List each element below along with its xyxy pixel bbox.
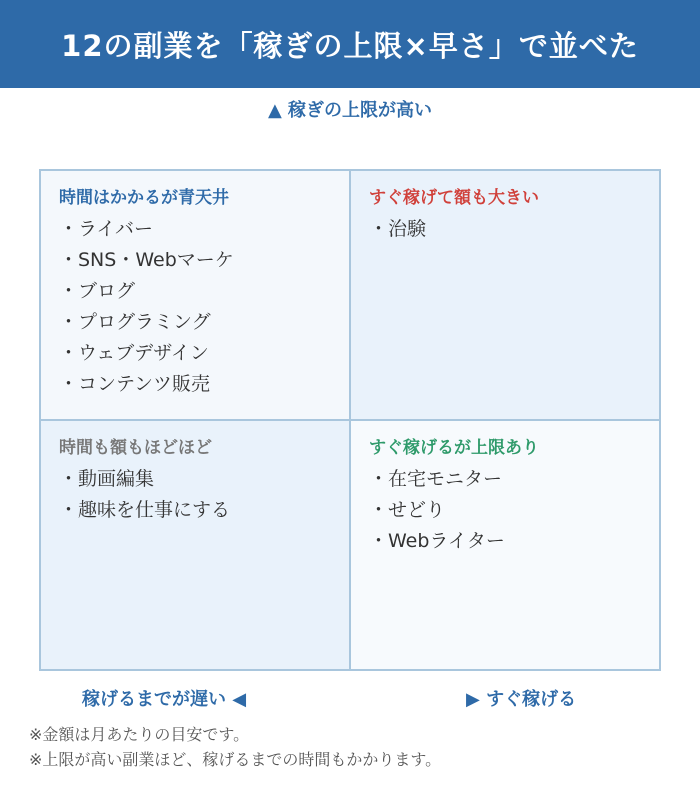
list-item: ・コンテンツ販売 <box>59 373 211 395</box>
list-item: ・Webライター <box>369 530 505 552</box>
list-item: ・プログラミング <box>59 311 211 333</box>
list-item: ・趣味を仕事にする <box>59 499 231 521</box>
list-item: ・せどり <box>369 499 446 521</box>
list-item: ・在宅モニター <box>369 468 503 490</box>
quadrant-title: すぐ稼げるが上限あり <box>369 438 539 458</box>
quadrant-top-right <box>351 171 659 421</box>
footnote: ※上限が高い副業ほど、稼げるまでの時間もかかります。 <box>29 750 442 769</box>
page-title: 12の副業を「稼ぎの上限×早さ」で並べた <box>0 0 700 88</box>
quadrant-item-list <box>369 214 659 245</box>
list-item: ・SNS・Webマーケ <box>59 249 234 271</box>
quadrant-bottom-right <box>351 421 659 669</box>
quadrant-item-list <box>369 464 659 557</box>
axis-label-top: ▲ 稼ぎの上限が高い <box>267 100 433 121</box>
quadrant-top-left <box>41 171 351 421</box>
footnote: ※金額は月あたりの目安です。 <box>29 725 250 744</box>
quadrant-title: 時間はかかるが青天井 <box>59 188 229 208</box>
list-item: ・ライバー <box>59 218 154 240</box>
quadrant-bottom-left <box>41 421 351 669</box>
list-item: ・動画編集 <box>59 468 155 490</box>
list-item: ・治験 <box>369 218 427 240</box>
axis-label-right: ▶ すぐ稼げる <box>466 689 577 710</box>
quadrant-title: すぐ稼げて額も大きい <box>369 188 539 208</box>
axis-label-left: 稼げるまでが遅い ◀ <box>82 689 247 710</box>
list-item: ・ブログ <box>59 280 136 302</box>
quadrant-item-list <box>59 464 349 526</box>
list-item: ・ウェブデザイン <box>59 342 209 364</box>
quadrant-grid <box>39 169 661 671</box>
quadrant-item-list <box>59 214 349 400</box>
quadrant-title: 時間も額もほどほど <box>59 438 212 458</box>
